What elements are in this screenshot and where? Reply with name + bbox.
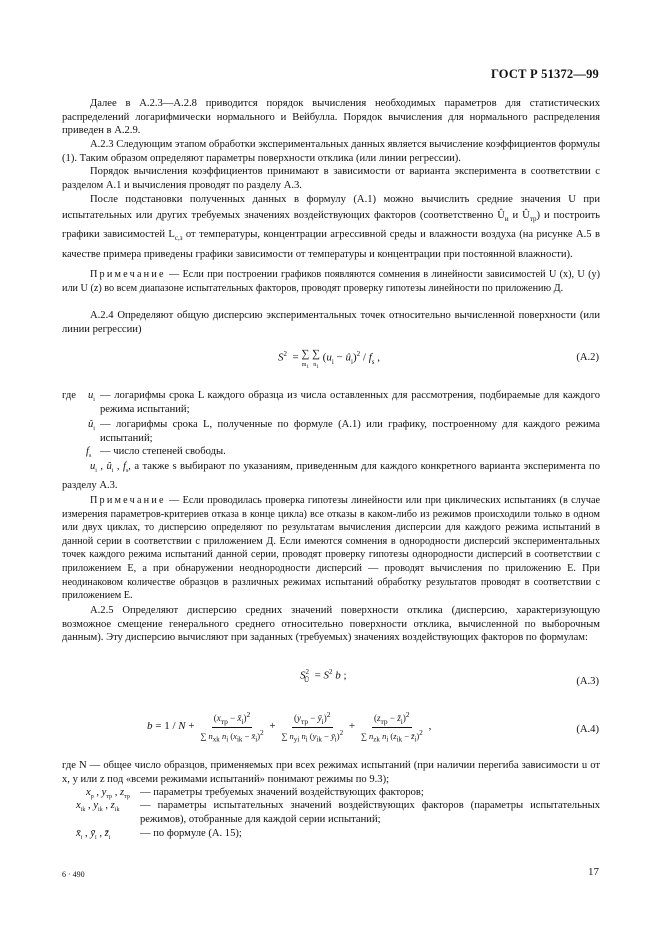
- paragraph-a23: А.2.3 Следующим этапом обработки экспериментальных данных является вычисление коэффициентов формулы (1). Таким образом определяют параметры поверхности отклика (или линии регрессии).: [62, 139, 600, 164]
- equation-a3-number: (А.3): [576, 676, 599, 687]
- definition-xk: — параметры испытательных значений воздействующих факторов (параметры испытательных режимов), отобранные для каждой серии испытаний;: [140, 800, 600, 825]
- paragraph-substitution: После подстановки полученных данных в формулу (А.1) можно вычислить средние значения U при испытательных или других требуемых значениях воздействующих факторов (соответственно $Û_и$ и $Û_{тр}$) и построить графики зависимостей $L_{с,з}$ от температуры, концентрации агрессивной среды и влажности воздуха (на рисунке А.5 в качестве примера приведены графики зависимости от температуры и концентрации при постоянной влажности).: [62, 194, 600, 260]
- equation-a4-number: (А.4): [576, 724, 599, 735]
- note2-text: — Если проводилась проверка гипотезы линейности или при циклических испытаниях (в случае измерения параметров-критериев отказа в конце цикла) все отказы в каком-либо из режимов происходили только в одном или двух циклах, то дисперсию определяют по результатам вычисления дисперсии для каждого режима испытаний в данной серии в соответствии с приложением Д. Если имеются сомнения в однородности дисперсий экспериментальных точек каждого режима испытаний данной серии, проводят проверку гипотезы однородности дисперсий в соответствии с приложением Е, а при обнаружении неоднородности дисперсий — проводят вычисления по приложению Е. При неодинаковом количестве образцов в различных режимах испытаний обработку результатов проводят в соответствии с приложением Е.: [62, 495, 600, 602]
- definition-tail-text: , а также s выбирают по указаниям, приведенным для каждого конкретного варианта эксперимента по разделу А.3.: [62, 461, 600, 491]
- equation-a2: $S^2$ = ∑ $m_1$ ∑ $n_1$ ($u_i$ − $û_i)^2 / f_s$ ,: [278, 348, 380, 371]
- equation-a2-number: (А.2): [576, 352, 599, 363]
- definition-uhat: — логарифмы срока L, полученные по формуле (А.1) или графику, построенному для каждого режима испытаний;: [100, 419, 600, 444]
- definition-tail: $u_i$ , $û_i$ , $f_s$, а также s выбирают по указаниям, приведенным для каждого конкретного варианта эксперимента по разделу А.3.: [62, 461, 600, 491]
- equation-a3: $S^2_Ū = S^2$ b ;: [300, 668, 347, 684]
- definition-xp: — параметры требуемых значений воздействующих факторов;: [140, 787, 424, 798]
- symbol-fs: $f_s$: [86, 446, 92, 460]
- note2-label: Примечание: [90, 495, 166, 506]
- where-label: где: [62, 390, 76, 401]
- standard-header: ГОСТ Р 51372—99: [490, 67, 599, 81]
- paragraph-a24: А.2.4 Определяют общую дисперсию экспериментальных точек относительно вычисленной поверхности (или линии регрессии): [62, 310, 600, 335]
- note-text: — Если при построении графиков появляются сомнения в линейности зависимостей U (x), U (y) или U (z) во всем диапазоне испытательных факторов, проводят проверку гипотезы линейности по приложению Д.: [62, 269, 600, 294]
- p4-part-b: и Û: [508, 209, 530, 221]
- definition-fs: — число степеней свободы.: [100, 446, 226, 457]
- equation-a4: b = 1 / N + $\frac{(x_{тр} - x̄_i)^2}{\sum n_{xk} n_i (x_{ik} - x̄_i)^2}$ + $\frac{(y_{тр} - ȳ_i)^2}{\sum n_{yi} n_i (y_{ik} - ȳ_i)^2}$ + $\frac{(z_{тр} - z̄_i)^2}{\sum n_{zk} n_i (z_{ik} - z̄_i)^2}$ ,: [147, 710, 432, 744]
- note-dispersion: [62, 494, 600, 603]
- note-linearity: [62, 268, 600, 295]
- p4-part-d: от температуры, концентрации агрессивной среды и влажности воздуха (на рисунке А.5 в качестве примера приведены графики зависимости от температуры и концентрации при постоянной влажности).: [62, 229, 600, 260]
- symbol-xk: $x_{ik}$ , $y_{ik}$ , $z_{ik}$: [76, 800, 120, 814]
- footer-print-mark: 6 · 490: [62, 870, 85, 879]
- symbol-xbar: $x̄_i$ , $ȳ_i$ , $z̄_i$: [76, 828, 111, 842]
- symbol-ui: $u_i$: [88, 390, 95, 404]
- p4-part-c: ) и построить графики зависимостей L: [62, 209, 600, 241]
- p4-part-a: После подстановки полученных данных в формулу (А.1) можно вычислить средние значения U при испытательных или других требуемых значениях воздействующих факторов (соответственно Û: [62, 194, 600, 221]
- definition-n: [62, 759, 600, 786]
- note-label: Примечание: [90, 269, 166, 280]
- paragraph-intro: Далее в А.2.3—А.2.8 приводится порядок вычисления необходимых параметров для статистических распределений логарифмически нормального и Вейбулла. Порядок вычисления для нормального распределения приведен в А.2.9.: [62, 98, 600, 137]
- paragraph-a25: А.2.5 Определяют дисперсию средних значений поверхности отклика (дисперсию, характеризующую возможное смещение генерального среднего относительно поверхности отклика, вычисленной по выборочным данным). Эту дисперсию вычисляют при заданных (требуемых) значениях воздействующих факторов по формулам:: [62, 605, 600, 644]
- page-number: 17: [588, 866, 599, 878]
- definition-ui: — логарифмы срока L каждого образца из числа оставленных для рассмотрения, подбираемые для каждого режима испытаний;: [100, 390, 600, 415]
- definition-xbar: — по формуле (А. 15);: [140, 828, 242, 839]
- symbol-xp: $x_р$ , $y_{тр}$ , $z_{тр}$: [86, 787, 130, 801]
- symbol-uhat: $û_i$: [88, 419, 95, 433]
- paragraph-order: Порядок вычисления коэффициентов принимают в зависимости от варианта эксперимента в соответствии с разделом А.1 и вычисления проводят по разделу А.3.: [62, 166, 600, 191]
- definition-n-text: где N — общее число образцов, применяемых при всех режимах испытаний (при наличии перегиба зависимости u от x, y или z под «всеми режимами испытаний» понимают режимы по 9.3);: [62, 760, 600, 785]
